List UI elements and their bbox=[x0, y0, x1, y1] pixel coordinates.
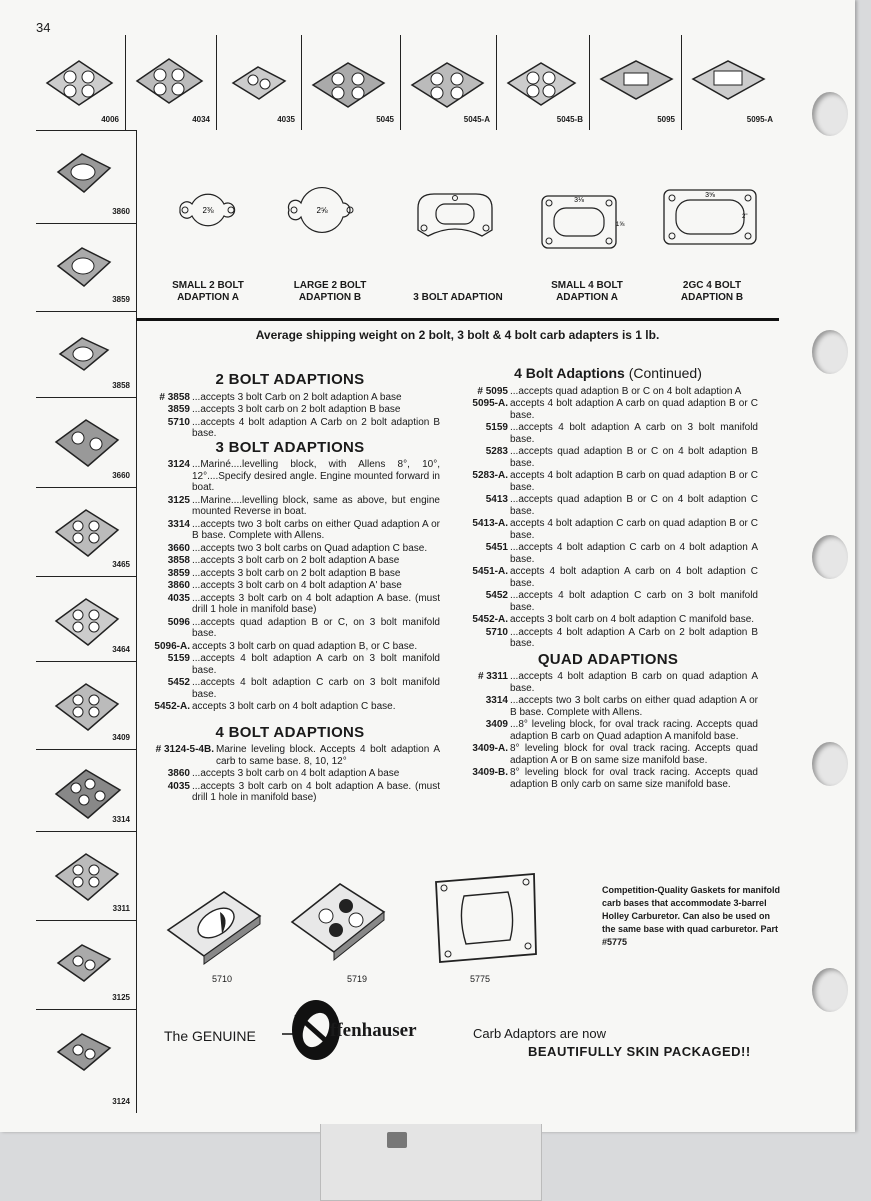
part-cell bbox=[36, 1010, 136, 1113]
list-item: 5159 ...accepts 4 bolt adaption A carb on 3 bolt manifold base. bbox=[167, 653, 440, 676]
part-cell bbox=[36, 224, 136, 312]
binder-hole bbox=[812, 742, 848, 786]
dimension-label: 1⅝ bbox=[616, 222, 625, 228]
part-number: 3465 bbox=[112, 560, 130, 569]
list-item: 3409 ...8° leveling block, for oval track racing. Accepts quad adaption B carb on Quad adaption A manifold base. bbox=[485, 719, 758, 742]
list-item: 5283 ...accepts quad adaption B or C on 4 bolt adaption B base. bbox=[485, 446, 758, 469]
part-number: 3311 bbox=[112, 904, 130, 913]
part-number: 4035 bbox=[277, 115, 295, 124]
list-item: # 3124-5-4B. Marine leveling block. Accepts 4 bolt adaption A carb to same base. 8, 10, 12° bbox=[155, 744, 440, 767]
carb-adapter-icon bbox=[52, 412, 122, 472]
photo-caption: 5775 bbox=[470, 974, 491, 984]
list-item: 5710 ...accepts 4 bolt adaption A Carb on 2 bolt adaption B base. bbox=[485, 626, 758, 649]
list-item: 5096-A. accepts 3 bolt carb on quad adaption B, or C base. bbox=[154, 640, 418, 652]
list-item: 5451 ...accepts 4 bolt adaption C carb on 4 bolt adaption A base. bbox=[485, 542, 758, 565]
small-4-bolt-drawing bbox=[538, 188, 625, 259]
brand-name: ffenhauser bbox=[330, 1020, 417, 1041]
part-cell bbox=[36, 750, 136, 832]
adaption-label: SMALL 4 BOLT ADAPTION A bbox=[551, 280, 623, 303]
part-cell bbox=[36, 577, 136, 662]
list-item: 5452 ...accepts 4 bolt adaption C carb on 3 bolt manifold base. bbox=[485, 590, 758, 613]
dimension-label: 2" bbox=[742, 214, 748, 220]
binder-hole bbox=[812, 535, 848, 579]
carb-adapter-icon bbox=[308, 53, 388, 113]
adaption-label: 2GC 4 BOLT ADAPTION B bbox=[680, 280, 744, 303]
photo-caption: 5719 bbox=[347, 974, 368, 984]
carb-adapter-icon bbox=[52, 676, 122, 736]
carb-adapter-icon bbox=[52, 1024, 116, 1080]
bolt-pattern-icon bbox=[660, 184, 760, 250]
part-number: 3859 bbox=[112, 295, 130, 304]
right-text-column bbox=[458, 360, 758, 791]
part-number: 3409 bbox=[112, 733, 130, 742]
carb-adapter-icon bbox=[288, 872, 388, 962]
list-item: 3314 ...accepts two 3 bolt carbs on either Quad adaption A or B base. Complete with Allens. bbox=[167, 518, 440, 541]
carb-adapter-icon bbox=[52, 846, 122, 906]
adapter-photo-5710 bbox=[164, 878, 264, 969]
bottom-tab bbox=[320, 1124, 542, 1201]
carb-adapter-icon bbox=[596, 53, 676, 113]
carb-adapter-icon bbox=[164, 878, 264, 964]
part-cell bbox=[36, 662, 136, 750]
section-title: 2 BOLT ADAPTIONS bbox=[215, 371, 365, 388]
left-parts-column bbox=[36, 130, 137, 1113]
carb-adaptors-text: Carb Adaptors are now bbox=[473, 1026, 606, 1041]
dimension-label: 3⅝ bbox=[705, 192, 715, 199]
part-number: 3464 bbox=[112, 645, 130, 654]
part-cell bbox=[682, 35, 779, 130]
list-item: 5095-A. accepts 4 bolt adaption A carb on quad adaption B or C base. bbox=[472, 398, 758, 421]
list-item: 5451-A. accepts 4 bolt adaption A carb on 4 bolt adaption C base. bbox=[472, 566, 758, 589]
carb-adapter-icon bbox=[503, 53, 581, 113]
carb-adapter-icon bbox=[52, 935, 116, 991]
part-number: 3314 bbox=[112, 815, 130, 824]
film-strip-icon bbox=[387, 1132, 407, 1148]
carb-adapter-icon bbox=[688, 53, 768, 113]
gasket-description: Competition-Quality Gaskets for manifold carb bases that accommodate 3-barrel Holley Carburetor. Can also be used on the same base with quad carburetor. Part #5775 bbox=[602, 885, 781, 947]
gasket-icon bbox=[430, 870, 542, 966]
page-number: 34 bbox=[36, 20, 51, 35]
list-item: 5452-A. accepts 3 bolt carb on 4 bolt adaption C base. bbox=[154, 701, 396, 712]
bolt-pattern-icon bbox=[283, 180, 361, 240]
list-item: 5452-A. accepts 3 bolt carb on 4 bolt adaption C manifold base. bbox=[472, 614, 755, 625]
part-cell bbox=[36, 130, 136, 224]
list-item: 5413 ...accepts quad adaption B or C on 4 bolt adaption C base. bbox=[485, 494, 758, 517]
list-item: # 3311 ...accepts 4 bolt adaption B carb on quad adaption A base. bbox=[477, 671, 758, 694]
part-cell bbox=[497, 35, 590, 130]
part-number: 3858 bbox=[112, 381, 130, 390]
part-number: 5045-A bbox=[463, 115, 490, 124]
gasket-photo-5775 bbox=[430, 870, 542, 971]
list-item: # 5095 ...accepts quad adaption B or C on 4 bolt adaption A bbox=[477, 385, 742, 397]
section-title: QUAD ADAPTIONS bbox=[537, 650, 679, 668]
adaption-label: LARGE 2 BOLT ADAPTION B bbox=[293, 280, 367, 303]
part-number: 5045 bbox=[376, 115, 394, 124]
bolt-pattern-icon bbox=[412, 186, 498, 242]
list-item: 3859 ...accepts 3 bolt carb on 2 bolt adaption B base bbox=[167, 404, 401, 415]
list-item: 3125 ...Marine....levelling block, same as above, but engine mounted Reverse in boat. bbox=[167, 494, 440, 517]
list-item: 5283-A. accepts 4 bolt adaption B carb on quad adaption B or C base. bbox=[472, 470, 758, 493]
part-number: 4034 bbox=[192, 115, 210, 124]
small-2-bolt-drawing bbox=[172, 180, 244, 245]
genuine-text: The GENUINE bbox=[164, 1028, 256, 1044]
list-item: 3124 ...Mariné....levelling block, with Allens 8°, 10°, 12°....Specify desired angle. Engine mounted forward in boat. bbox=[167, 459, 440, 493]
binder-hole bbox=[812, 330, 848, 374]
part-number: 5095 bbox=[657, 115, 675, 124]
list-item: 5096 ...accepts quad adaption B or C, on 3 bolt manifold base. bbox=[167, 616, 440, 639]
list-item: 5159 ...accepts 4 bolt adaption A carb on 3 bolt manifold base. bbox=[485, 422, 758, 445]
section-title: 4 BOLT ADAPTIONS bbox=[215, 723, 365, 741]
list-item: 3860 ...accepts 3 bolt carb on 4 bolt adaption A base bbox=[167, 768, 400, 779]
part-cell bbox=[36, 35, 126, 130]
list-item: 3409-B. 8° leveling block for oval track racing. Accepts quad adaption B only carb on same size manifold base. bbox=[472, 767, 758, 790]
skin-packaged-text: BEAUTIFULLY SKIN PACKAGED!! bbox=[528, 1044, 751, 1059]
list-item: 3660 ...accepts two 3 bolt carbs on Quad adaption C base. bbox=[167, 542, 428, 554]
part-cell bbox=[36, 398, 136, 488]
shipping-note: Average shipping weight on 2 bolt, 3 bolt & 4 bolt carb adapters is 1 lb. bbox=[255, 328, 660, 342]
carb-adapter-icon bbox=[52, 502, 122, 562]
part-cell bbox=[36, 832, 136, 921]
photo-caption: 5710 bbox=[212, 974, 233, 984]
carb-adapter-icon bbox=[52, 144, 116, 202]
part-cell bbox=[126, 35, 217, 130]
bolt-pattern-icon bbox=[172, 180, 244, 240]
carb-adapter-icon bbox=[52, 326, 116, 384]
2gc-4-bolt-drawing bbox=[660, 184, 760, 255]
left-text-column bbox=[140, 366, 440, 805]
part-cell bbox=[401, 35, 497, 130]
carb-adapter-icon bbox=[407, 53, 487, 113]
list-item: 5710 ...accepts 4 bolt adaption A Carb on 2 bolt adaption B base. bbox=[167, 416, 440, 439]
part-number: 5095-A bbox=[746, 115, 773, 124]
list-item: 3858 ...accepts 3 bolt carb on 2 bolt adaption A base bbox=[167, 555, 400, 566]
carb-adapter-icon bbox=[52, 591, 122, 651]
carb-adapter-icon bbox=[223, 53, 293, 108]
list-item: 4035 ...accepts 3 bolt carb on 4 bolt adaption A base. (must drill 1 hole in manifold base) bbox=[167, 780, 440, 803]
part-number: 5045-B bbox=[556, 115, 583, 124]
part-cell bbox=[36, 921, 136, 1010]
section-title: 4 Bolt Adaptions (Continued) bbox=[514, 365, 702, 381]
adaption-label: 3 BOLT ADAPTION bbox=[413, 292, 503, 303]
carb-adapter-icon bbox=[52, 238, 116, 296]
dimension-label: 2⅝ bbox=[316, 206, 328, 215]
part-number: 4006 bbox=[101, 115, 119, 124]
list-item: 3860 ...accepts 3 bolt carb on 4 bolt adaption A' base bbox=[167, 580, 402, 591]
binder-hole bbox=[812, 92, 848, 136]
list-item: 5413-A. accepts 4 bolt adaption C carb on quad adaption B or C base. bbox=[472, 518, 758, 541]
list-item: 3859 ...accepts 3 bolt carb on 2 bolt adaption B base bbox=[167, 567, 401, 579]
part-cell bbox=[217, 35, 302, 130]
part-cell bbox=[36, 312, 136, 398]
list-item: 4035 ...accepts 3 bolt carb on 4 bolt adaption A base. (must drill 1 hole in manifold base) bbox=[167, 592, 440, 615]
part-cell bbox=[302, 35, 401, 130]
carb-adapter-icon bbox=[132, 53, 207, 113]
list-item: 3314 ...accepts two 3 bolt carbs on either quad adaption A or B base. Complete with Allens. bbox=[485, 695, 758, 718]
carb-adapter-icon bbox=[42, 53, 117, 113]
list-item: 3409-A. 8° leveling block for oval track racing. Accepts quad adaption A or B on same size manifold base. bbox=[472, 743, 758, 766]
bolt-pattern-icon bbox=[538, 188, 625, 254]
part-number: 3124 bbox=[112, 1097, 130, 1106]
top-parts-row bbox=[36, 35, 779, 130]
section-rule bbox=[136, 318, 779, 321]
binder-hole bbox=[812, 968, 848, 1012]
dimension-label: 2⅜ bbox=[202, 206, 214, 215]
part-number: 3125 bbox=[112, 993, 130, 1002]
part-number: 3860 bbox=[112, 207, 130, 216]
adapter-photo-5719 bbox=[288, 872, 388, 967]
list-item: # 3858 ...accepts 3 bolt Carb on 2 bolt adaption A base bbox=[159, 391, 402, 403]
section-title: 3 BOLT ADAPTIONS bbox=[215, 438, 365, 456]
adaption-label: SMALL 2 BOLT ADAPTION A bbox=[172, 280, 244, 303]
part-cell bbox=[590, 35, 682, 130]
3-bolt-drawing bbox=[412, 186, 498, 247]
dimension-label: 3⅛ bbox=[574, 197, 584, 204]
part-cell bbox=[36, 488, 136, 577]
list-item: 5452 ...accepts 4 bolt adaption C carb on 3 bolt manifold base. bbox=[167, 677, 440, 700]
large-2-bolt-drawing bbox=[283, 180, 361, 245]
part-number: 3660 bbox=[112, 471, 130, 480]
